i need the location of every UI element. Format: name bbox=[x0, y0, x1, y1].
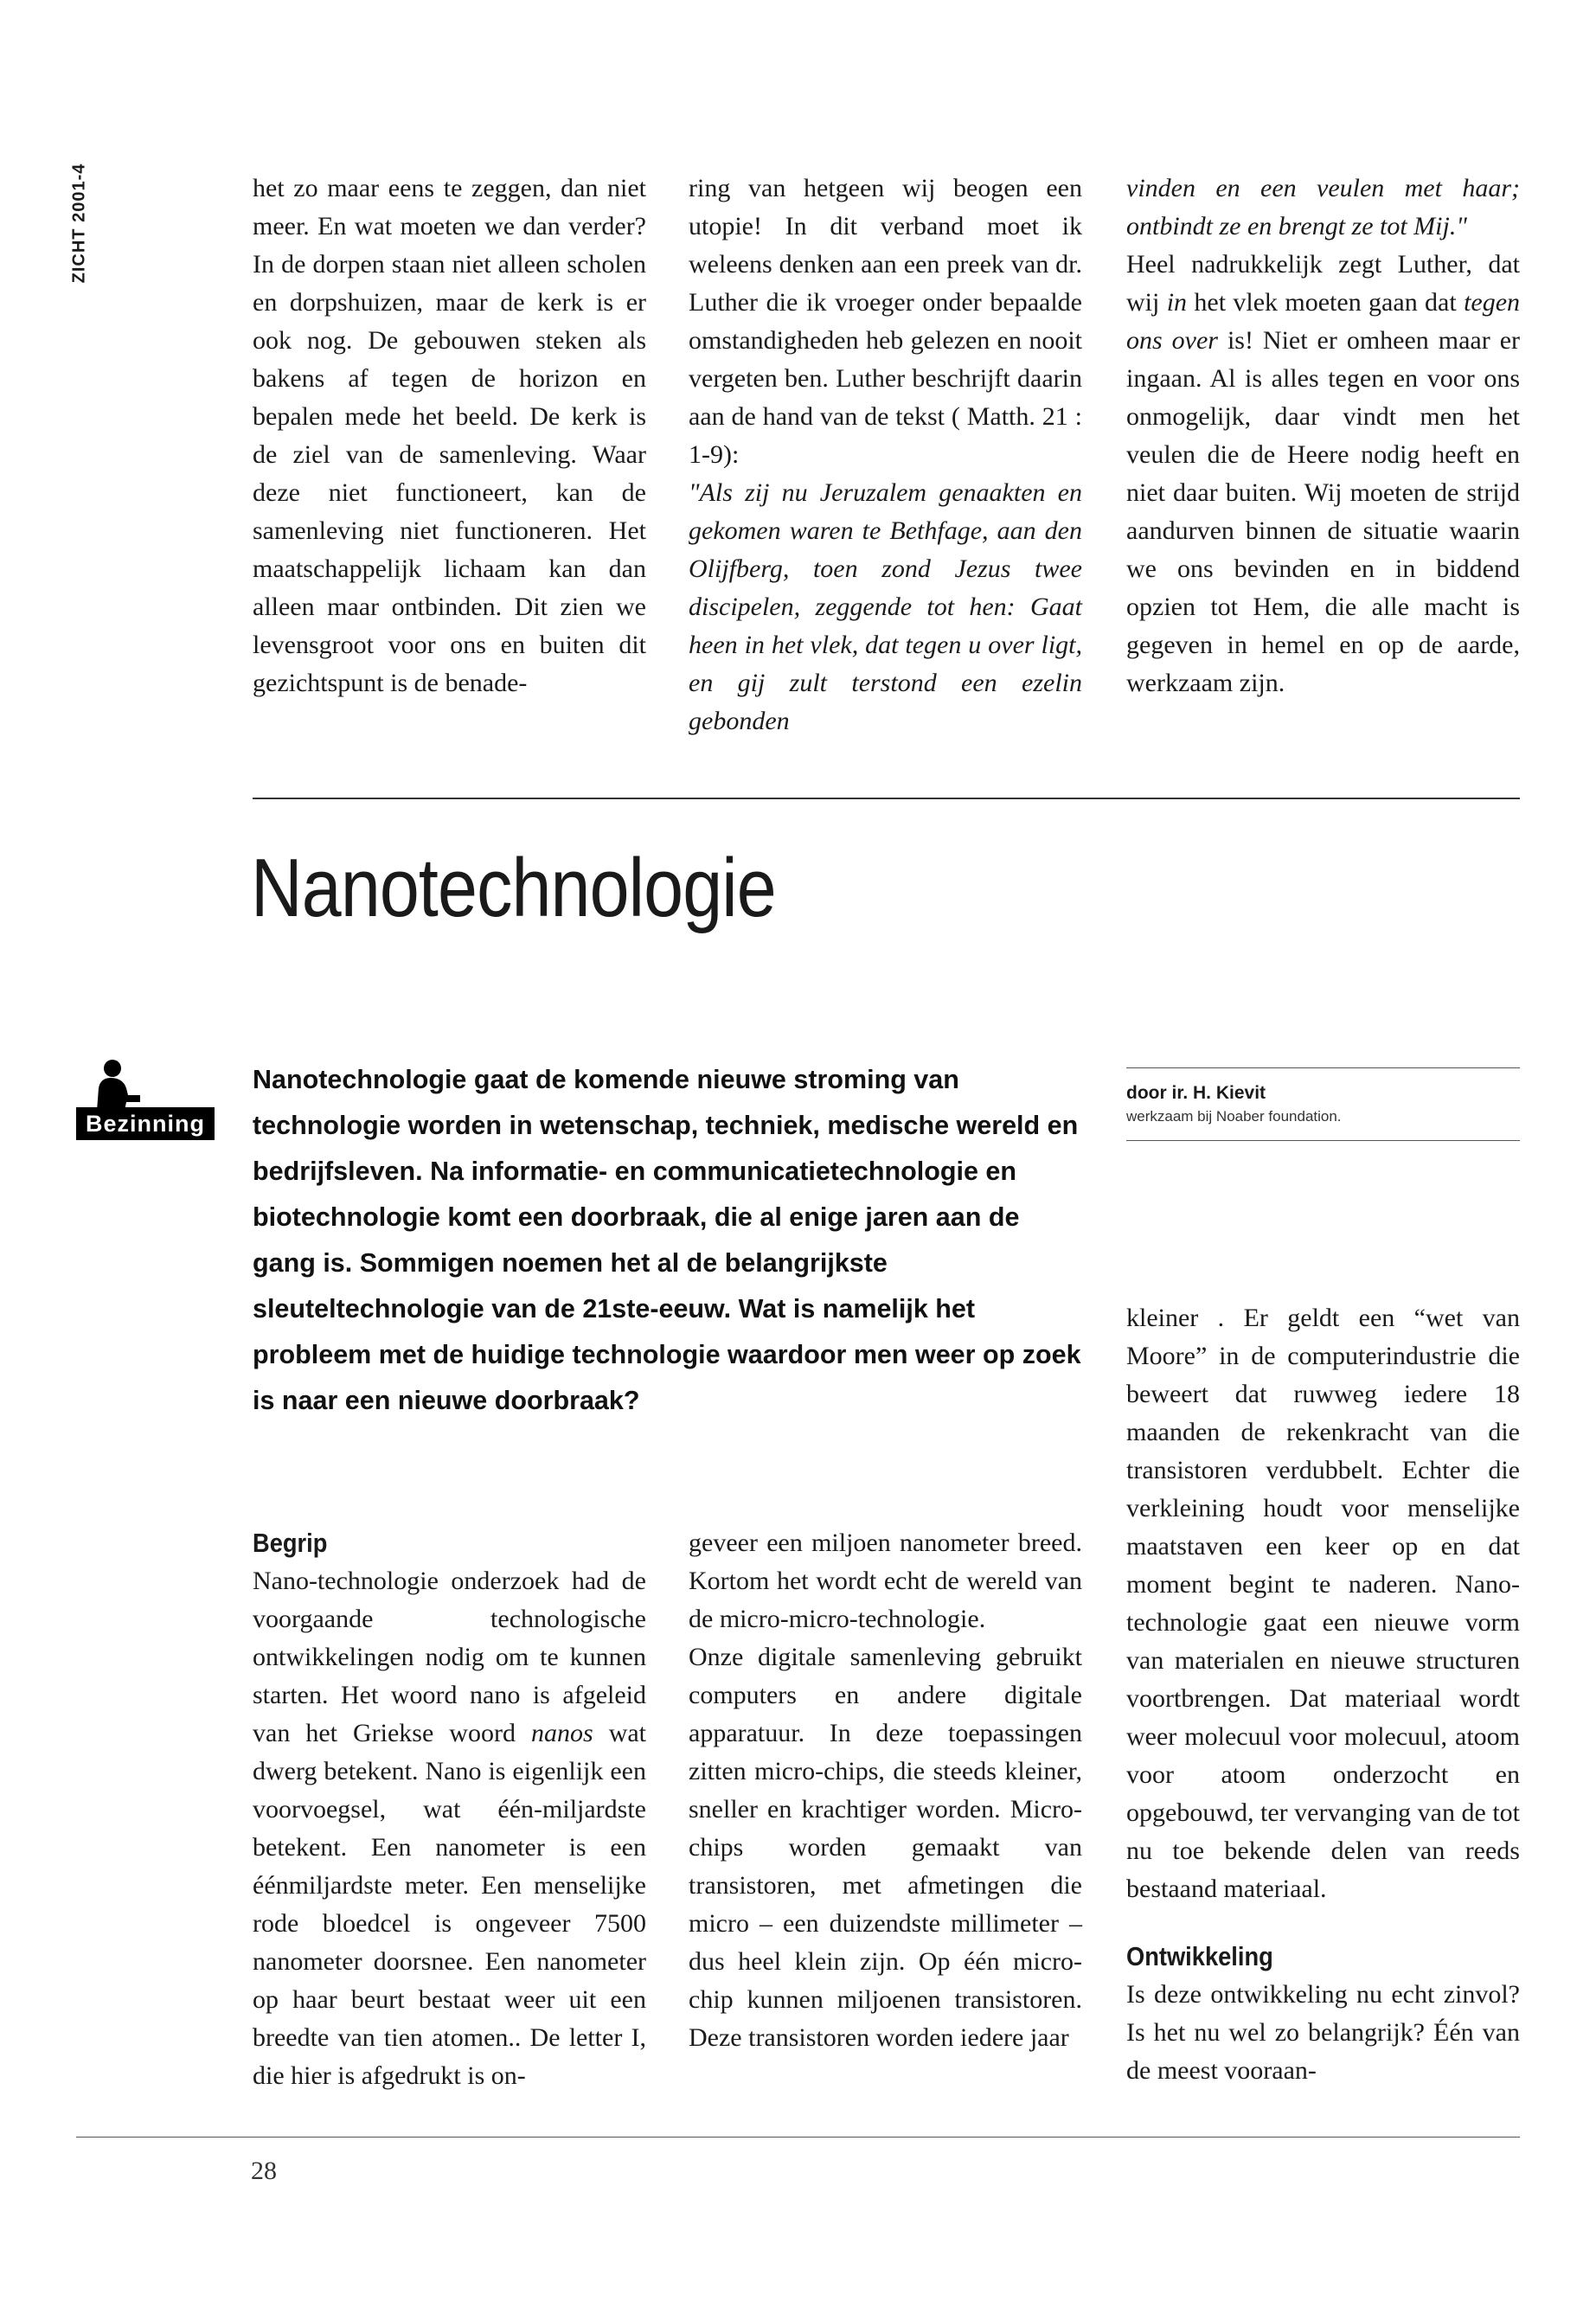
paragraph: Nano-technologie onderzoek had de voorgaande technologische ontwikkelingen nodig om te kunnen starten. Het woord nano is afgeleid van het Griekse woord nanos wat dwerg betekent. Nano is eigenlijk een voorvoegsel, wat één-miljardste betekent. Een nanometer is een éénmiljardste meter. Een menselijke rode bloedcel is ongeveer 7500 nanometer doorsnee. Een nanometer op haar beurt bestaat weer uit een breedte van tien atomen.. De letter I, die hier is afgedrukt is on- bbox=[253, 1567, 647, 2090]
paragraph: Is deze ontwikkeling nu echt zinvol? Is het nu wel zo belangrijk? Één van de meest vooraan- bbox=[1126, 1980, 1520, 2085]
author-rule-bottom bbox=[1126, 1140, 1520, 1141]
running-header bbox=[62, 154, 97, 292]
page-number: 28 bbox=[251, 2157, 277, 2185]
article-title: Nanotechnologie bbox=[251, 842, 776, 934]
section-badge bbox=[76, 1059, 215, 1145]
section-badge-label: Bezinning bbox=[76, 1107, 215, 1140]
paragraph: geveer een miljoen nanometer breed. Kortom het wordt echt de wereld van de micro-micro-technologie. bbox=[689, 1529, 1082, 1633]
quote-text: "Als zij nu Jeruzalem genaakten en gekomen waren te Bethfage, aan den Olijfberg, toen zond Jezus twee discipelen, zeggende tot hen: Gaat heen in het vlek, dat tegen u over ligt, en gij zult terstond een ezelin gebonden bbox=[689, 478, 1082, 735]
quote-text: vinden en een veulen met haar; ontbindt ze en brengt ze tot Mij." bbox=[1126, 174, 1520, 240]
author-block bbox=[1126, 1081, 1520, 1128]
paragraph: Onze digitale samenleving gebruikt computers en andere digitale apparatuur. In deze toepassingen zitten micro-chips, die steeds kleiner, sneller en krachtiger worden. Micro-chips worden gemaakt van transistoren, met afmetingen die micro – een duizendste millimeter – dus heel klein zijn. Op één micro-chip kunnen miljoenen transistoren. Deze transistoren worden iedere jaar bbox=[689, 1643, 1082, 2052]
footer-rule bbox=[76, 2137, 1520, 2138]
author-rule-top bbox=[1126, 1067, 1520, 1068]
author-role: werkzaam bij Noaber foundation. bbox=[1126, 1108, 1342, 1125]
subheading-ontwikkeling: Ontwikkeling bbox=[1126, 1941, 1273, 1971]
bible-quote bbox=[689, 474, 1082, 740]
body-column-1 bbox=[253, 1524, 646, 2095]
thinker-icon bbox=[76, 1059, 215, 1111]
previous-article-column-1 bbox=[253, 170, 646, 702]
paragraph: het zo maar eens te zeggen, dan niet meer. En wat moeten we dan verder? In de dorpen staan niet alleen scholen en dorpshuizen, maar de kerk is er ook nog. De gebouwen steken als bakens af tegen de horizon en bepalen mede het beeld. De kerk is de ziel van de samenleving. Waar deze niet functioneert, kan de samenleving niet functioneren. Het maatschappelijk lichaam kan dan alleen maar ontbinden. Dit zien we levensgroot voor ons en buiten dit gezichtspunt is de benade- bbox=[253, 174, 646, 697]
body-column-3 bbox=[1126, 1299, 1520, 2090]
section-divider bbox=[253, 798, 1520, 799]
body-column-2 bbox=[689, 1524, 1082, 2057]
previous-article-column-3 bbox=[1126, 170, 1520, 702]
paragraph: Heel nadrukkelijk zegt Luther, dat wij in het vlek moeten gaan dat tegen ons over is! Niet er omheen maar er ingaan. Al is alles tegen en voor ons onmogelijk, daar vindt men het veulen die de Heere nodig heeft en niet daar buiten. Wij moeten de strijd aandurven binnen de situatie waarin we ons bevinden en in biddend opzien tot Hem, die alle macht is gegeven in hemel en op de aarde, werkzaam zijn. bbox=[1126, 250, 1521, 697]
previous-article-column-2 bbox=[689, 170, 1082, 740]
paragraph: kleiner . Er geldt een “wet van Moore” in de computerindustrie die beweert dat ruwweg iedere 18 maanden de rekenkracht van die transistoren verdubbelt. Echter die verkleining houdt voor menselijke maatstaven een keer op en dat moment begint te naderen. Nano-technologie gaat een nieuwe vorm van materialen en nieuwe structuren voortbrengen. Dat materiaal wordt weer molecuul voor molecuul, atoom voor atoom onderzocht en opgebouwd, ter vervanging van de tot nu toe bekende delen van reeds bestaand materiaal. bbox=[1126, 1304, 1520, 1903]
subheading-begrip: Begrip bbox=[253, 1528, 328, 1558]
article-intro: Nanotechnologie gaat de komende nieuwe stroming van technologie worden in wetenschap, techniek, medische wereld en bedrijfsleven. Na informatie- en communicatietechnologie en biotechnologie komt een doorbraak, die al enige jaren aan de gang is. Sommigen noemen het al de belangrijkste sleuteltechnologie van de 21ste-eeuw. Wat is namelijk het probleem met de huidige technologie waardoor men weer op zoek is naar een nieuwe doorbraak? bbox=[253, 1065, 1081, 1415]
bible-quote bbox=[1126, 170, 1520, 246]
running-header-text: ZICHT 2001-4 bbox=[69, 163, 89, 284]
paragraph: ring van hetgeen wij beogen een utopie! In dit verband moet ik weleens denken aan een preek van dr. Luther die ik vroeger onder bepaalde omstandigheden heb gelezen en nooit vergeten ben. Luther beschrijft daarin aan de hand van de tekst ( Matth. 21 : 1-9): bbox=[689, 174, 1082, 469]
author-name: door ir. H. Kievit bbox=[1126, 1083, 1266, 1103]
